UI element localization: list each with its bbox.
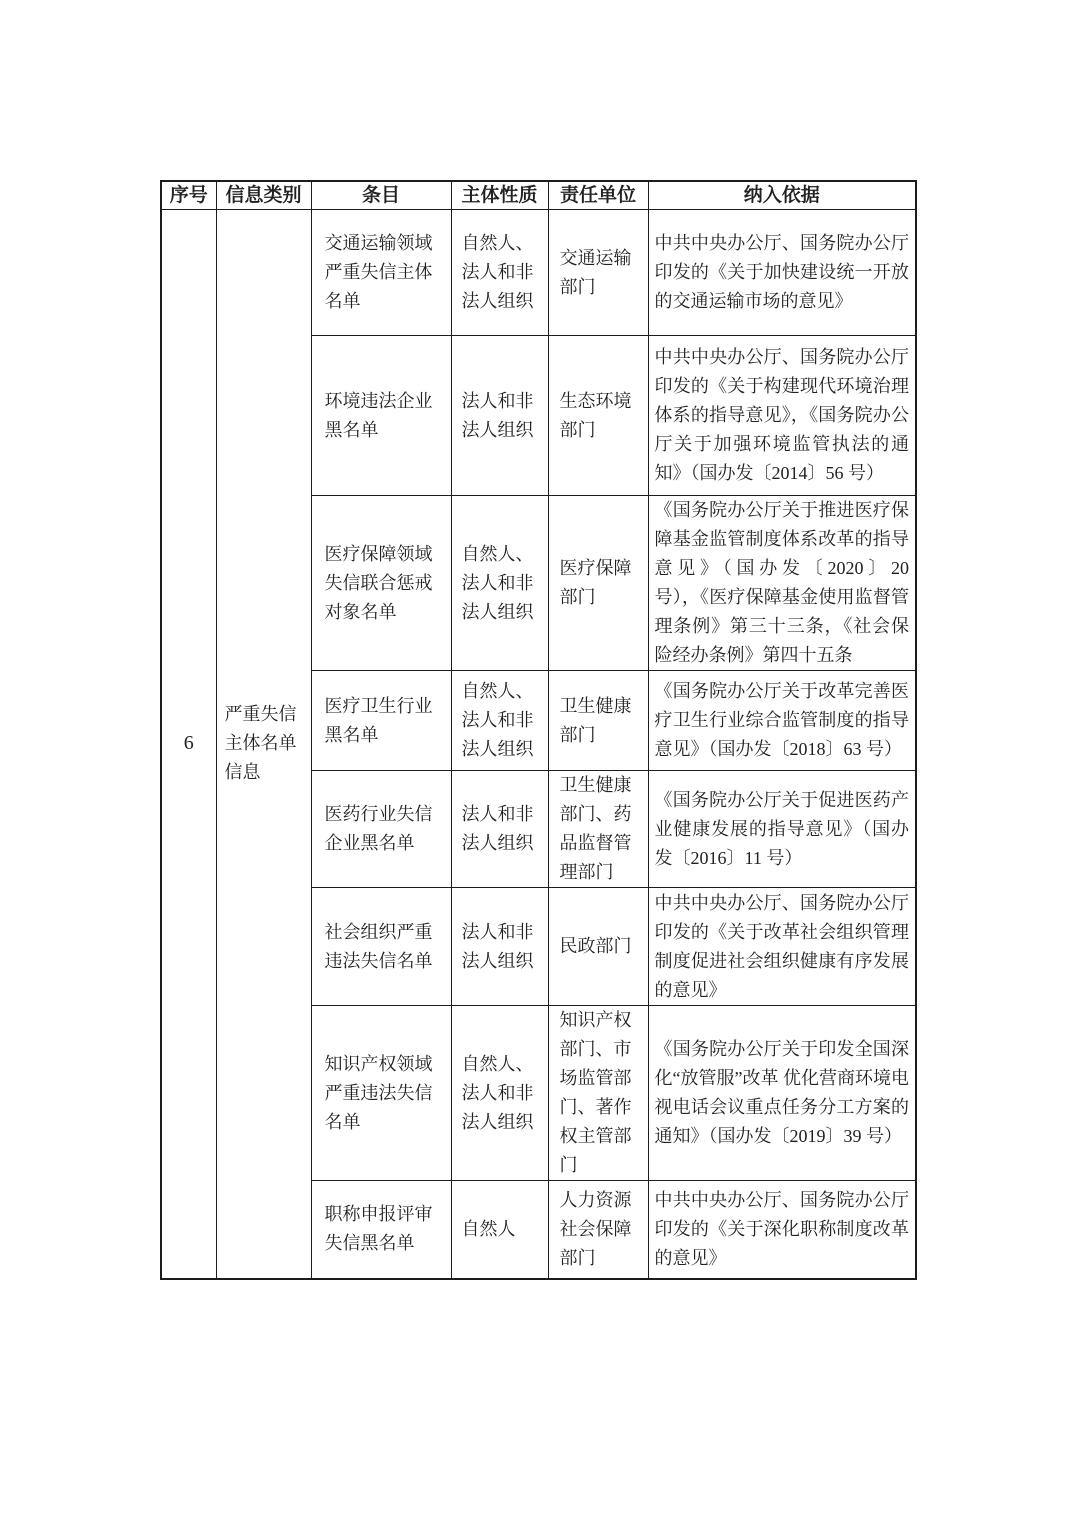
subject-cell: 自然人、法人和非法人组织 — [451, 671, 548, 771]
basis-cell: 《国务院办公厅关于促进医药产业健康发展的指导意见》（国办发〔2016〕11 号） — [648, 771, 916, 888]
item-cell: 知识产权领域严重违法失信名单 — [311, 1006, 451, 1181]
unit-cell: 民政部门 — [548, 888, 648, 1006]
unit-cell: 知识产权部门、市场监管部门、著作权主管部门 — [548, 1006, 648, 1181]
column-header-serial: 序号 — [161, 181, 216, 210]
subject-cell: 法人和非法人组织 — [451, 888, 548, 1006]
item-cell: 医疗卫生行业黑名单 — [311, 671, 451, 771]
basis-cell: 《国务院办公厅关于推进医疗保障基金监管制度体系改革的指导意见》（国办发〔2020〕20 号），《医疗保障基金使用监督管理条例》第三十三条，《社会保险经办条例》第四十五条 — [648, 496, 916, 671]
item-cell: 环境违法企业黑名单 — [311, 336, 451, 496]
basis-cell: 《国务院办公厅关于改革完善医疗卫生行业综合监管制度的指导意见》（国办发〔2018〕63 号） — [648, 671, 916, 771]
category-cell: 严重失信主体名单信息 — [216, 210, 311, 1279]
basis-cell: 中共中央办公厅、国务院办公厅印发的《关于加快建设统一开放的交通运输市场的意见》 — [648, 210, 916, 336]
unit-cell: 人力资源社会保障部门 — [548, 1181, 648, 1279]
item-cell: 社会组织严重违法失信名单 — [311, 888, 451, 1006]
column-header-category: 信息类别 — [216, 181, 311, 210]
unit-cell: 卫生健康部门 — [548, 671, 648, 771]
basis-cell: 中共中央办公厅、国务院办公厅印发的《关于深化职称制度改革的意见》 — [648, 1181, 916, 1279]
header-row — [161, 181, 916, 210]
serial-number-cell: 6 — [161, 210, 216, 1279]
subject-cell: 自然人、法人和非法人组织 — [451, 210, 548, 336]
subject-cell: 自然人 — [451, 1181, 548, 1279]
column-header-basis: 纳入依据 — [648, 181, 916, 210]
table-row — [161, 210, 916, 336]
item-cell: 医药行业失信企业黑名单 — [311, 771, 451, 888]
credit-info-table — [160, 180, 917, 1280]
subject-cell: 法人和非法人组织 — [451, 336, 548, 496]
unit-cell: 生态环境部门 — [548, 336, 648, 496]
item-cell: 职称申报评审失信黑名单 — [311, 1181, 451, 1279]
column-header-unit: 责任单位 — [548, 181, 648, 210]
basis-cell: 《国务院办公厅关于印发全国深化“放管服”改革 优化营商环境电视电话会议重点任务分工方案的通知》（国办发〔2019〕39 号） — [648, 1006, 916, 1181]
subject-cell: 自然人、法人和非法人组织 — [451, 496, 548, 671]
item-cell: 医疗保障领域失信联合惩戒对象名单 — [311, 496, 451, 671]
unit-cell: 医疗保障部门 — [548, 496, 648, 671]
subject-cell: 法人和非法人组织 — [451, 771, 548, 888]
column-header-subject: 主体性质 — [451, 181, 548, 210]
item-cell: 交通运输领域严重失信主体名单 — [311, 210, 451, 336]
basis-cell: 中共中央办公厅、国务院办公厅印发的《关于改革社会组织管理制度促进社会组织健康有序发展的意见》 — [648, 888, 916, 1006]
column-header-item: 条目 — [311, 181, 451, 210]
subject-cell: 自然人、法人和非法人组织 — [451, 1006, 548, 1181]
unit-cell: 交通运输部门 — [548, 210, 648, 336]
unit-cell: 卫生健康部门、药品监督管理部门 — [548, 771, 648, 888]
basis-cell: 中共中央办公厅、国务院办公厅印发的《关于构建现代环境治理体系的指导意见》，《国务院办公厅关于加强环境监管执法的通知》（国办发〔2014〕56 号） — [648, 336, 916, 496]
